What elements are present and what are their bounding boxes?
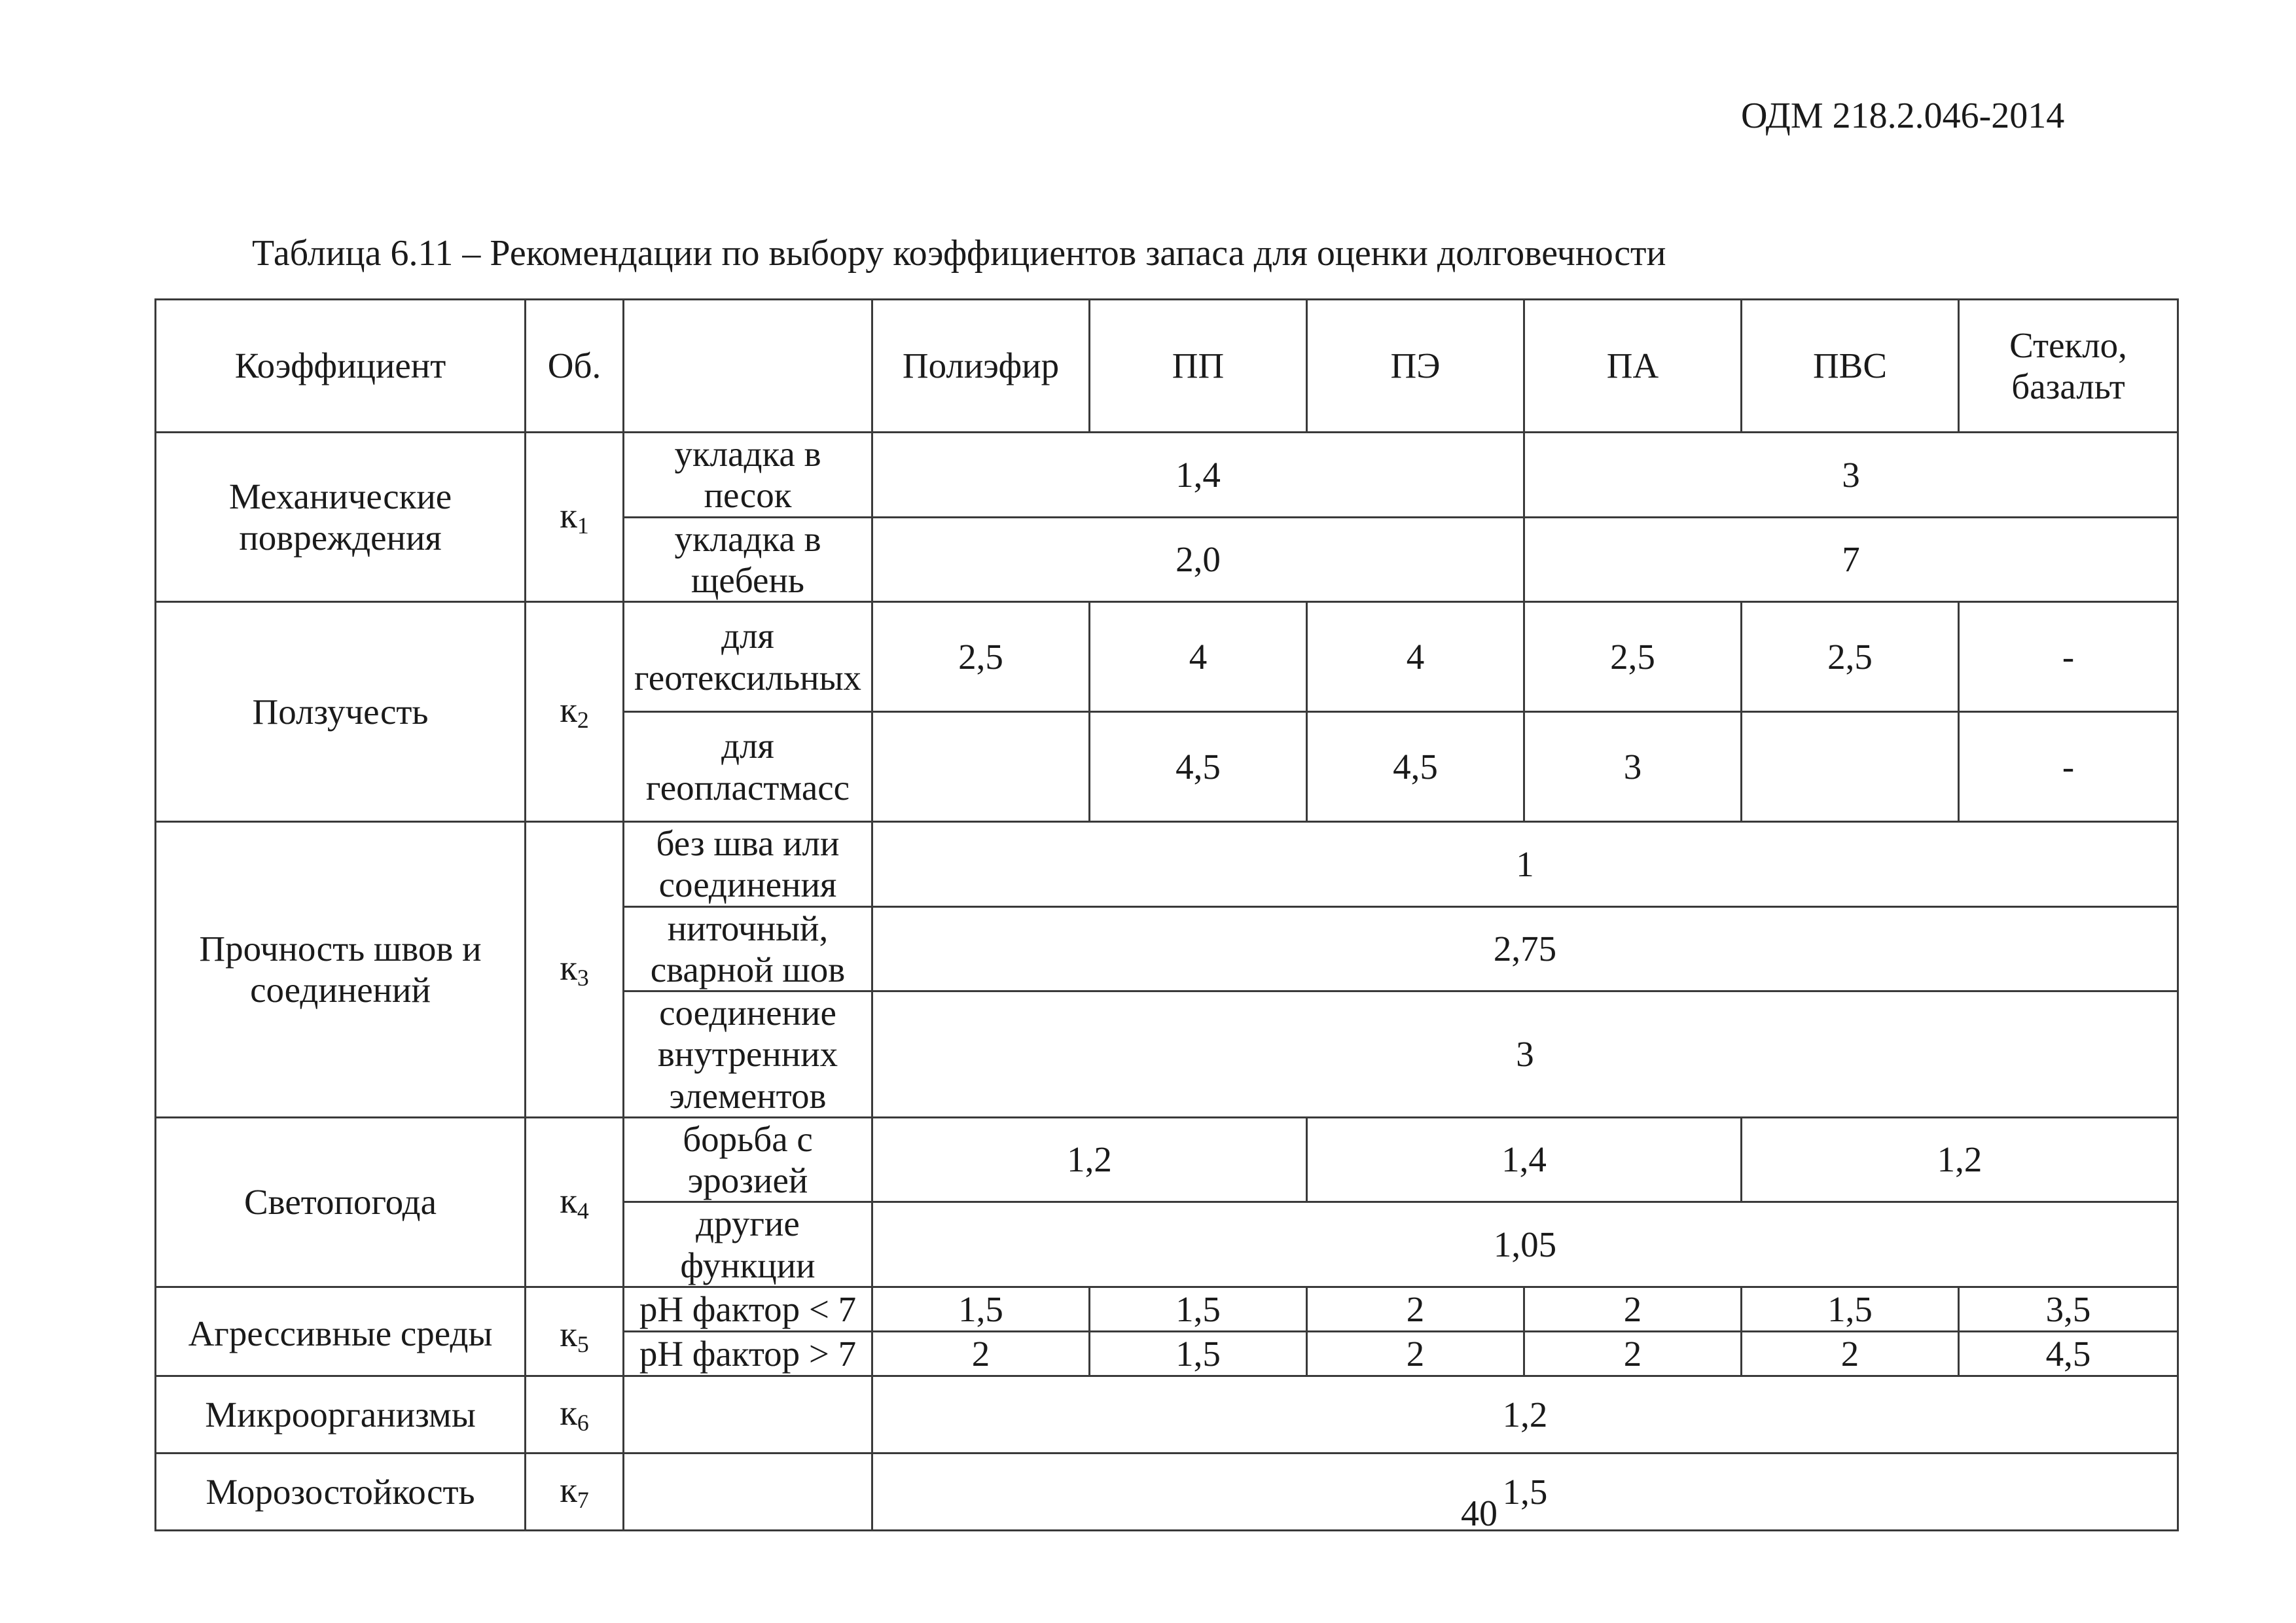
value-cell: 7: [1524, 517, 2178, 602]
table-row: [156, 433, 2178, 518]
header-glass-basalt: [1959, 300, 2178, 433]
cond-line: эрозией: [687, 1160, 808, 1200]
row-name-weather: Светопогода: [156, 1117, 526, 1287]
symbol-k2: [526, 602, 624, 822]
value-cell: 3: [1524, 433, 2178, 518]
symbol-index: 3: [577, 965, 589, 991]
cond-line: внутренних: [657, 1034, 838, 1075]
symbol-k4: [526, 1117, 624, 1287]
row-name-seams: [156, 822, 526, 1118]
cond-line: сварной шов: [650, 949, 846, 990]
cond-line: для: [721, 726, 774, 766]
symbol-letter: к: [560, 1393, 577, 1433]
row-name-aggressive: Агрессивные среды: [156, 1287, 526, 1376]
cond-line: соединение: [659, 993, 836, 1033]
header-polyester: Полиэфир: [872, 300, 1090, 433]
value-cell: 1,5: [1742, 1287, 1959, 1331]
value-cell: 1,4: [1307, 1117, 1742, 1202]
value-cell: 1,2: [872, 1376, 2178, 1453]
symbol-index: 1: [577, 512, 589, 539]
name-line: соединений: [250, 970, 431, 1010]
cond-line: укладка в: [674, 518, 821, 559]
header-pp: ПП: [1090, 300, 1307, 433]
cond-line: элементов: [669, 1075, 827, 1116]
condition-sewn-welded: [624, 906, 872, 991]
condition-empty: [624, 1453, 872, 1530]
condition-no-seam: [624, 822, 872, 907]
cond-line: геотексильных: [634, 657, 862, 698]
value-cell: 3,5: [1959, 1287, 2178, 1331]
name-line: повреждения: [239, 518, 442, 558]
header-condition: [624, 300, 872, 433]
cond-line: функции: [680, 1245, 816, 1285]
cond-line: щебень: [691, 560, 804, 600]
header-ob: Об.: [526, 300, 624, 433]
coefficients-table: [154, 298, 2179, 1531]
value-cell: 1,05: [872, 1202, 2178, 1287]
table-row: [156, 1453, 2178, 1530]
cond-line: для: [721, 616, 774, 656]
value-cell: 1: [872, 822, 2178, 907]
value-cell: [1742, 712, 1959, 822]
header-coefficient: Коэффициент: [156, 300, 526, 433]
value-cell: 4: [1307, 602, 1524, 712]
table-row: [156, 1117, 2178, 1202]
value-cell: 2: [1742, 1331, 1959, 1376]
symbol-letter: к: [560, 1314, 577, 1355]
symbol-letter: к: [560, 690, 577, 730]
value-cell: 2: [1307, 1331, 1524, 1376]
symbol-index: 6: [577, 1410, 589, 1436]
table-row: [156, 1287, 2178, 1331]
header-glass-line1: Стекло,: [2009, 325, 2127, 365]
value-cell: 2: [872, 1331, 1090, 1376]
value-cell: 4,5: [1307, 712, 1524, 822]
header-pvs: ПВС: [1742, 300, 1959, 433]
value-cell: 2: [1524, 1331, 1742, 1376]
condition-ph-high: pH фактор > 7: [624, 1331, 872, 1376]
cond-line: соединения: [658, 865, 837, 905]
value-cell: 1,4: [872, 433, 1524, 518]
value-cell: 1,5: [872, 1453, 2178, 1530]
symbol-index: 5: [577, 1331, 589, 1358]
condition-geotextile: [624, 602, 872, 712]
value-cell: 4: [1090, 602, 1307, 712]
table-row: [156, 602, 2178, 712]
symbol-k3: [526, 822, 624, 1118]
value-cell: 2: [1307, 1287, 1524, 1331]
value-cell: 1,5: [1090, 1331, 1307, 1376]
condition-gravel: [624, 517, 872, 602]
value-cell: 3: [1524, 712, 1742, 822]
symbol-letter: к: [560, 1180, 577, 1221]
condition-sand: [624, 433, 872, 518]
symbol-index: 7: [577, 1487, 589, 1514]
row-name-mechanical: [156, 433, 526, 602]
header-pa: ПА: [1524, 300, 1742, 433]
symbol-k6: [526, 1376, 624, 1453]
page-number: 40: [1461, 1493, 1498, 1534]
value-cell: 4,5: [1959, 1331, 2178, 1376]
table-row: [156, 822, 2178, 907]
cond-line: геопластмасс: [645, 767, 850, 808]
value-cell: 2,5: [872, 602, 1090, 712]
cond-line: борьба с: [683, 1118, 813, 1159]
row-name-creep: Ползучесть: [156, 602, 526, 822]
value-cell: 3: [872, 991, 2178, 1118]
value-cell: -: [1959, 602, 2178, 712]
cond-line: без шва или: [656, 823, 840, 863]
value-cell: 1,5: [872, 1287, 1090, 1331]
row-name-frost: Морозостойкость: [156, 1453, 526, 1530]
cond-line: другие: [696, 1204, 800, 1244]
condition-empty: [624, 1376, 872, 1453]
value-cell: -: [1959, 712, 2178, 822]
cond-line: песок: [704, 475, 792, 516]
value-cell: 2,75: [872, 906, 2178, 991]
condition-erosion: [624, 1117, 872, 1202]
header-pe: ПЭ: [1307, 300, 1524, 433]
value-cell: 1,5: [1090, 1287, 1307, 1331]
symbol-letter: к: [560, 1470, 577, 1510]
symbol-k7: [526, 1453, 624, 1530]
table-row: [156, 1376, 2178, 1453]
value-cell: 2,5: [1524, 602, 1742, 712]
value-cell: 2: [1524, 1287, 1742, 1331]
row-name-microorganisms: Микроорганизмы: [156, 1376, 526, 1453]
name-line: Прочность швов и: [199, 929, 482, 969]
condition-ph-low: pH фактор < 7: [624, 1287, 872, 1331]
symbol-k1: [526, 433, 624, 602]
value-cell: 4,5: [1090, 712, 1307, 822]
cond-line: ниточный,: [667, 908, 829, 948]
table-caption: Таблица 6.11 – Рекомендации по выбору коэффициентов запаса для оценки долговечности: [252, 233, 1666, 274]
symbol-index: 4: [577, 1197, 589, 1224]
value-cell: [872, 712, 1090, 822]
condition-other: [624, 1202, 872, 1287]
value-cell: 2,5: [1742, 602, 1959, 712]
symbol-index: 2: [577, 707, 589, 734]
symbol-letter: к: [560, 948, 577, 988]
value-cell: 1,2: [872, 1117, 1307, 1202]
cond-line: укладка в: [674, 434, 821, 474]
header-glass-line2: базальт: [2011, 366, 2125, 406]
value-cell: 2,0: [872, 517, 1524, 602]
document-id: ОДМ 218.2.046-2014: [1741, 96, 2065, 136]
value-cell: 1,2: [1742, 1117, 2178, 1202]
name-line: Механические: [228, 476, 452, 516]
condition-geoplastic: [624, 712, 872, 822]
header-row: [156, 300, 2178, 433]
symbol-letter: к: [560, 495, 577, 535]
condition-internal-elements: [624, 991, 872, 1118]
symbol-k5: [526, 1287, 624, 1376]
